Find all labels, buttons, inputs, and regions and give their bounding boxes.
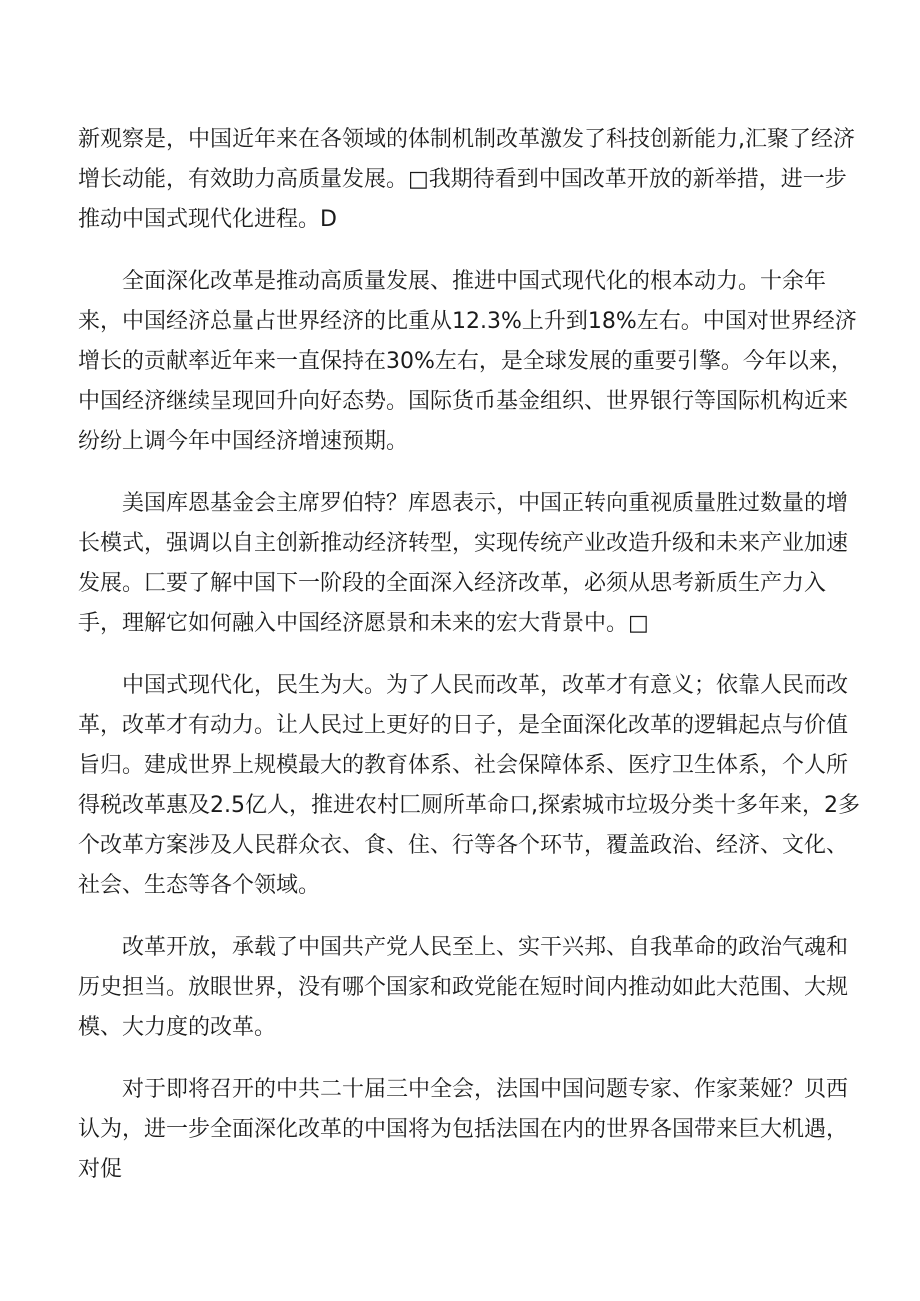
paragraph-third-plenum: 对于即将召开的中共二十届三中全会，法国中国问题专家、作家莱娅？贝西认为，进一步全面深化改革的中国将为包括法国在内的世界各国带来巨大机遇，对促 (78, 1077, 849, 1182)
paragraph-livelihood: 中国式现代化，民生为大。为了人民而改革，改革才有意义；依靠人民而改革，改革才有动力。让人民过上更好的日子，是全面深化改革的逻辑起点与价值旨归。建成世界上规模最大的教育体系、社会保障体系、医疗卫生体系，个人所得税改革惠及2.5亿人，推进农村匚厕所革命口,探索城市垃圾分类十多年来，2多个改革方案涉及人民群众衣、食、住、行等各个环节，覆盖政治、经济、文化、社会、生态等各个领域。 (78, 673, 860, 898)
paragraph-party-responsibility: 改革开放，承载了中国共产党人民至上、实干兴邦、自我革命的政治气魂和历史担当。放眼世界，没有哪个国家和政党能在短时间内推动如此大范围、大规模、大力度的改革。 (78, 935, 849, 1040)
paragraph-continuation: 新观察是，中国近年来在各领域的体制机制改革激发了科技创新能力,汇聚了经济增长动能，有效助力高质量发展。□我期待看到中国改革开放的新举措，进一步推动中国式现代化进程。D (78, 127, 855, 232)
paragraph-reform-economy: 全面深化改革是推动高质量发展、推进中国式现代化的根本动力。十余年来，中国经济总量占世界经济的比重从12.3%上升到18%左右。中国对世界经济增长的贡献率近年来一直保持在30%左右，是全球发展的重要引擎。今年以来，中国经济继续呈现回升向好态势。国际货币基金组织、世界银行等国际机构近来纷纷上调今年中国经济增速预期。 (78, 269, 857, 454)
paragraph-kuhn-quote: 美国库恩基金会主席罗伯特？库恩表示，中国正转向重视质量胜过数量的增长模式，强调以自主创新推动经济转型，实现传统产业改造升级和未来产业加速发展。匚要了解中国下一阶段的全面深入经济改革，必须从思考新质生产力入手，理解它如何融入中国经济愿景和未来的宏大背景中。□ (78, 491, 849, 636)
